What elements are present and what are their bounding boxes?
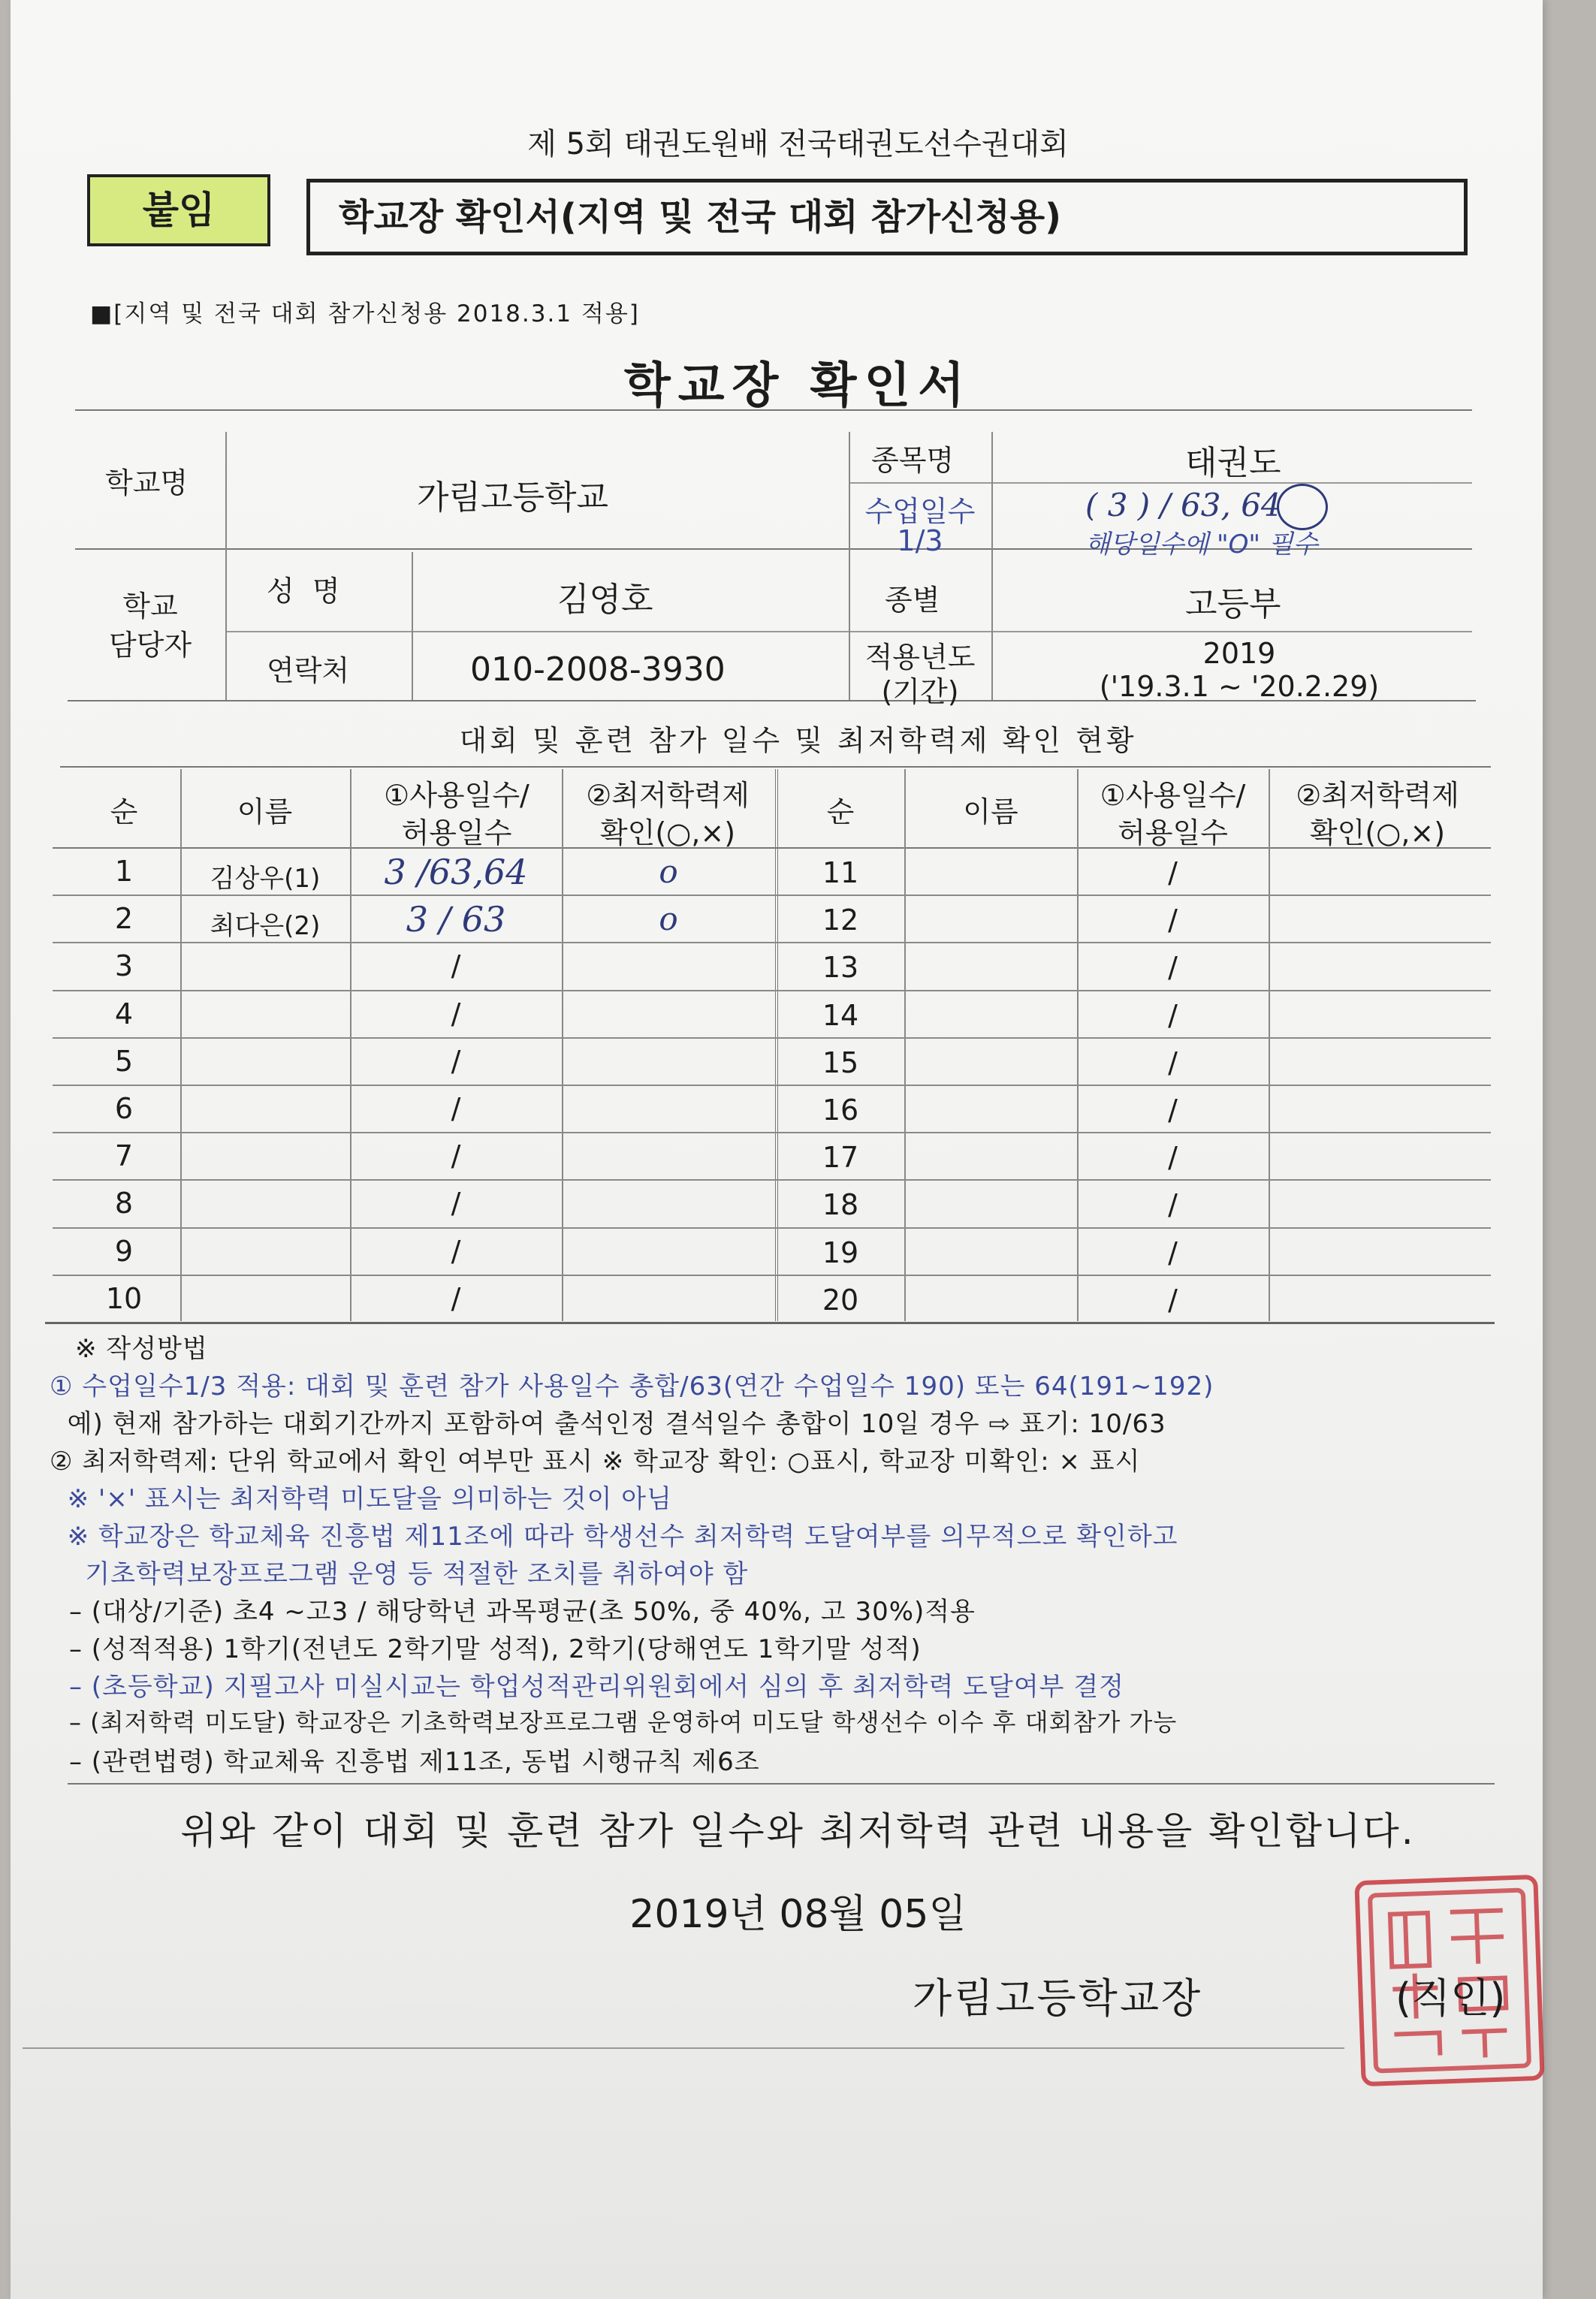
row-number: 8 — [114, 1187, 134, 1220]
note-line: – (대상/기준) 초4 ~고3 / 해당학년 과목평균(초 50%, 중 40%, 고 30%)적용 — [69, 1597, 976, 1627]
row-days: / — [451, 1092, 461, 1125]
row-number: 13 — [822, 951, 859, 985]
table-row-rule — [53, 990, 1491, 991]
row-min-check: o — [659, 901, 678, 938]
class-days-note: 해당일수에 "O" 필수 — [1085, 529, 1318, 560]
row-number: 5 — [114, 1044, 134, 1078]
col-header-days-right: ①사용일수/ — [1100, 779, 1246, 812]
contact-label: 학교 — [122, 590, 178, 623]
row-days: / — [451, 949, 461, 983]
row-number: 10 — [105, 1281, 143, 1315]
note-line: ② 최저학력제: 단위 학교에서 확인 여부만 표시 ※ 학교장 확인: ○표시, 학교장 미확인: × 표시 — [50, 1447, 1141, 1477]
row-name: 최다은(2) — [210, 911, 321, 942]
row-days: / — [1168, 1045, 1178, 1079]
year-label-2: (기간) — [881, 675, 959, 708]
col-header-min: ②최저학력제 — [586, 779, 750, 812]
table-row-rule — [53, 1179, 1491, 1181]
col-divider — [904, 769, 906, 1321]
table-bottom-rule — [45, 1322, 1495, 1324]
row-number: 11 — [822, 856, 859, 889]
closing-statement: 위와 같이 대회 및 훈련 참가 일수와 최저학력 관련 내용을 확인합니다. — [180, 1809, 1416, 1853]
table-row-rule — [53, 1037, 1491, 1039]
table-row-rule — [53, 895, 1491, 896]
seal-label: (직인) — [1395, 1975, 1506, 2022]
row-days: / — [451, 997, 461, 1030]
row-number: 15 — [822, 1045, 859, 1079]
col-header-min-right: ②최저학력제 — [1296, 779, 1459, 812]
table-row-rule — [53, 1227, 1491, 1229]
row-number: 14 — [822, 998, 859, 1032]
row-number: 19 — [822, 1235, 859, 1269]
row-number: 12 — [822, 904, 859, 937]
col-header-name: 이름 — [237, 795, 293, 828]
table-row-rule — [53, 1085, 1491, 1086]
info-rule — [849, 482, 1472, 484]
row-number: 9 — [114, 1234, 134, 1268]
col-divider — [180, 769, 182, 1321]
sport-value: 태권도 — [1185, 444, 1281, 482]
section-title: 대회 및 훈련 참가 일수 및 최저학력제 확인 현황 — [459, 724, 1137, 757]
row-number: 20 — [822, 1283, 859, 1317]
row-days: / — [1168, 998, 1178, 1032]
table-row-rule — [53, 1275, 1491, 1276]
header-title: 학교장 확인서(지역 및 전국 대회 참가신청용) — [306, 179, 1468, 255]
table-row-rule — [53, 942, 1491, 943]
document-title: 학교장 확인서 — [623, 358, 973, 414]
info-divider — [225, 432, 227, 700]
year-label: 적용년도 — [864, 641, 976, 674]
col-header-days: ①사용일수/ — [384, 779, 529, 812]
row-number: 3 — [114, 949, 134, 983]
table-top-rule — [60, 766, 1491, 768]
row-days: / — [1168, 1283, 1178, 1317]
class-days-ratio: 1/3 — [897, 524, 943, 557]
row-days: / — [1168, 904, 1178, 937]
row-days: 3 / 63 — [406, 899, 506, 940]
row-days: / — [451, 1281, 461, 1315]
row-min-check: o — [659, 853, 678, 890]
row-days: / — [1168, 1094, 1178, 1127]
name-value: 김영호 — [557, 581, 653, 619]
row-days: / — [1168, 1235, 1178, 1269]
signature-rule — [23, 2047, 1344, 2049]
name-label: 성 명 — [267, 575, 340, 608]
col-header-min-2: 확인(○,×) — [599, 816, 736, 849]
row-number: 4 — [114, 997, 134, 1030]
notes-bottom-rule — [68, 1783, 1495, 1785]
row-days: / — [451, 1234, 461, 1268]
school-name: 가림고등학교 — [417, 478, 609, 517]
col-divider — [1269, 769, 1270, 1321]
row-number: 6 — [114, 1092, 134, 1125]
info-divider — [991, 432, 993, 700]
info-divider — [849, 432, 850, 700]
table-row-rule — [53, 1132, 1491, 1133]
note-line: – (관련법령) 학교체육 진흥법 제11조, 동법 시행규칙 제6조 — [69, 1747, 760, 1777]
col-header-no-right: 순 — [826, 795, 855, 828]
note-line: ※ '×' 표시는 최저학력 미도달을 의미하는 것이 아님 — [50, 1484, 672, 1514]
col-header-no: 순 — [110, 795, 138, 828]
phone-label: 연락처 — [267, 654, 350, 687]
year-value: 2019 — [1202, 637, 1276, 670]
note-line: ※ 학교장은 학교체육 진흥법 제11조에 따라 학생선수 최저학력 도달여부를 의무적으로 확인하고 — [50, 1522, 1178, 1552]
school-label: 학교명 — [105, 466, 189, 499]
period-value: ('19.3.1 ~ '20.2.29) — [1099, 670, 1380, 703]
note-line: 기초학력보장프로그램 운영 등 적절한 조치를 취하여야 함 — [50, 1559, 749, 1589]
phone-value: 010-2008-3930 — [470, 650, 726, 689]
col-header-min-right-2: 확인(○,×) — [1309, 816, 1446, 849]
note-line: ① 수업일수1/3 적용: 대회 및 훈련 참가 사용일수 총합/63(연간 수업일수 190) 또는 64(191~192) — [50, 1371, 1214, 1401]
row-days: / — [451, 1187, 461, 1220]
form-note: ■[지역 및 전국 대회 참가신청용 2018.3.1 적용] — [90, 300, 640, 327]
note-line: – (초등학교) 지필고사 미실시교는 학업성적관리위원회에서 심의 후 최저학력 도달여부 결정 — [69, 1672, 1125, 1702]
principal-name: 가림고등학교장 — [913, 1975, 1203, 2022]
row-number: 7 — [114, 1139, 134, 1173]
issue-date: 2019년 08월 05일 — [629, 1892, 967, 1937]
col-header-days-right-2: 허용일수 — [1118, 816, 1228, 849]
category-label: 종별 — [885, 584, 940, 617]
row-days: / — [1168, 1141, 1178, 1175]
sport-label: 종목명 — [871, 444, 955, 477]
event-title: 제 5회 태권도원배 전국태권도선수권대회 — [527, 127, 1069, 161]
row-name: 김상우(1) — [210, 864, 321, 894]
category-value: 고등부 — [1185, 585, 1281, 623]
row-number: 2 — [114, 902, 134, 936]
info-divider — [412, 552, 413, 700]
row-number: 18 — [822, 1188, 859, 1222]
row-number: 16 — [822, 1094, 859, 1127]
col-header-name-right: 이름 — [963, 795, 1018, 828]
class-days-label: 수업일수 — [864, 495, 976, 528]
class-days-value: ( 3 ) / 63, 64 — [1085, 487, 1281, 523]
col-divider — [562, 769, 563, 1321]
note-line: – (성적적용) 1학기(전년도 2학기말 성적), 2학기(당해연도 1학기말 성적) — [69, 1634, 922, 1664]
row-days: 3 /63,64 — [384, 852, 528, 892]
attachment-badge: 붙임 — [87, 174, 270, 246]
note-line: – (최저학력 미도달) 학교장은 기초학력보장프로그램 운영하여 미도달 학생선수 이수 후 대회참가 가능 — [69, 1708, 1178, 1736]
col-header-days-2: 허용일수 — [401, 816, 512, 849]
row-days: / — [1168, 856, 1178, 889]
row-days: / — [1168, 951, 1178, 985]
row-number: 17 — [822, 1141, 859, 1175]
notes-heading: ※ 작성방법 — [75, 1334, 208, 1364]
contact-label-2: 담당자 — [108, 629, 192, 662]
row-number: 1 — [114, 855, 134, 888]
row-days: / — [451, 1139, 461, 1173]
info-table-top-rule — [75, 409, 1472, 411]
row-days: / — [451, 1044, 461, 1078]
note-line: 예) 현재 참가하는 대회기간까지 포함하여 출석인정 결석일수 총합이 10일 경우 ⇨ 표기: 10/63 — [50, 1409, 1166, 1439]
row-days: / — [1168, 1188, 1178, 1222]
